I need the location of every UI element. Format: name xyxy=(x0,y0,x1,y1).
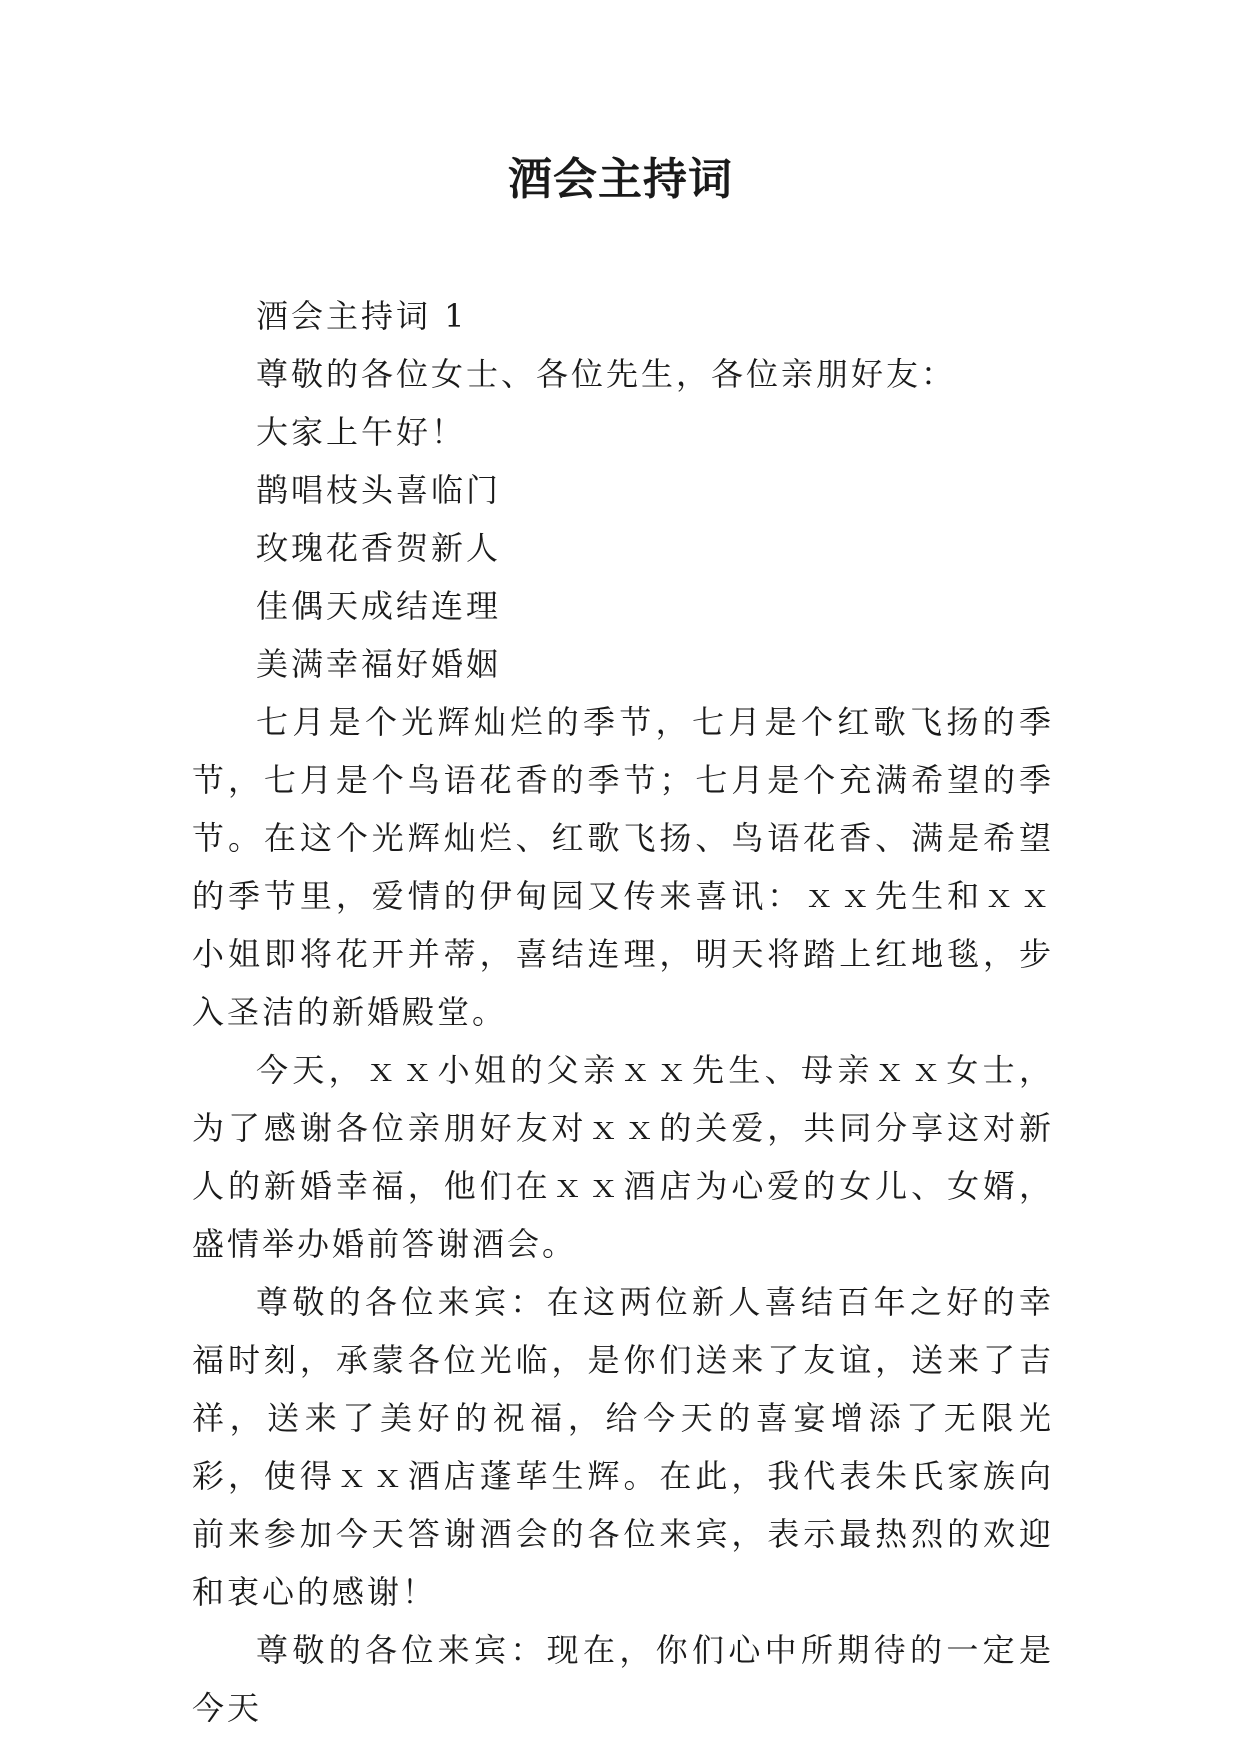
verse-line: 玫瑰花香贺新人 xyxy=(256,529,502,567)
body-paragraph: 今天，ｘｘ小姐的父亲ｘｘ先生、母亲ｘｘ女士，为了感谢各位亲朋好友对ｘｘ的关爱，共同分享这对新人的新婚幸福，他们在ｘｘ酒店为心爱的女儿、女婿，盛情举办婚前答谢酒会。 xyxy=(192,1051,1054,1263)
verse-line: 佳偶天成结连理 xyxy=(256,587,502,625)
salutation-line: 尊敬的各位女士、各位先生，各位亲朋好友： xyxy=(256,355,957,393)
verse-line: 美满幸福好婚姻 xyxy=(256,645,502,683)
body-paragraph: 尊敬的各位来宾：现在，你们心中所期待的一定是今天 xyxy=(192,1631,1054,1727)
greeting-line: 大家上午好！ xyxy=(256,413,467,451)
verse-line: 鹊唱枝头喜临门 xyxy=(256,471,502,509)
section-heading: 酒会主持词 1 xyxy=(256,297,468,335)
body-paragraph: 尊敬的各位来宾：在这两位新人喜结百年之好的幸福时刻，承蒙各位光临，是你们送来了友谊，送来了吉祥，送来了美好的祝福，给今天的喜宴增添了无限光彩，使得ｘｘ酒店蓬荜生辉。在此，我代表朱氏家族向前来参加今天答谢酒会的各位来宾，表示最热烈的欢迎和衷心的感谢！ xyxy=(192,1283,1054,1611)
body-paragraph: 七月是个光辉灿烂的季节，七月是个红歌飞扬的季节，七月是个鸟语花香的季节；七月是个充满希望的季节。在这个光辉灿烂、红歌飞扬、鸟语花香、满是希望的季节里，爱情的伊甸园又传来喜讯：ｘｘ先生和ｘｘ小姐即将花开并蒂，喜结连理，明天将踏上红地毯，步入圣洁的新婚殿堂。 xyxy=(192,703,1054,1031)
document-title: 酒会主持词 xyxy=(508,154,733,205)
document-body xyxy=(192,287,1054,1737)
